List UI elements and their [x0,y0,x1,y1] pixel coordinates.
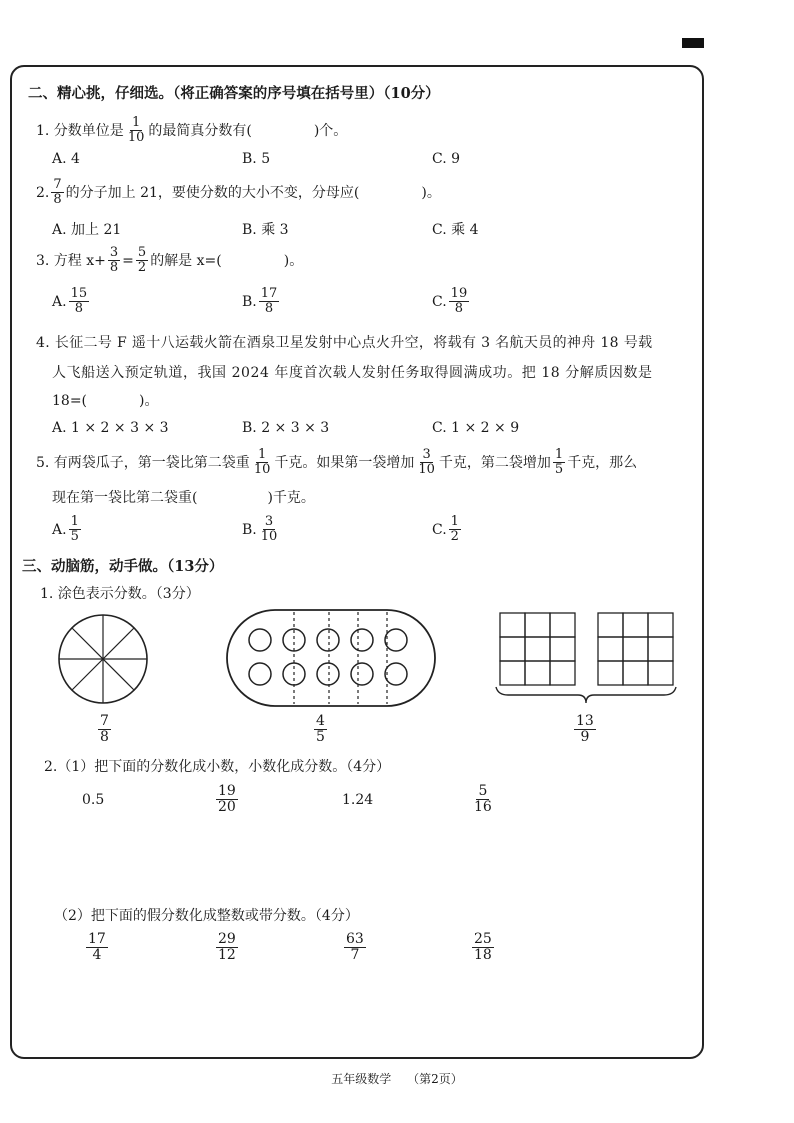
q3-improper-1: $\frac{17}{4}$ [88,931,106,964]
section2-heading: 二、精心挑，仔细选。（将正确答案的序号填在括号里）（10分） [28,85,440,102]
grid-cell[interactable] [500,613,525,637]
stadium-circle[interactable] [351,663,373,685]
stadium-circle[interactable] [317,663,339,685]
q1-pre: 1. 分数单位是 [36,122,124,139]
q2-item-fraction-1: $\frac{19}{20}$ [218,783,236,816]
q3-improper-2: $\frac{29}{12}$ [218,931,236,964]
stadium-circles-figure[interactable] [226,609,436,707]
corner-mark [682,38,704,48]
q2-option-a: A. 加上 21 [52,222,122,238]
grid-cell[interactable] [598,661,623,685]
grid-cell[interactable] [623,613,648,637]
q2-item-decimal-2: 1.24 [342,792,374,808]
fig1-fraction: $\frac{7}{8}$ [100,713,109,746]
stadium-outline [227,610,435,706]
q3-improper-3: $\frac{63}{7}$ [346,931,364,964]
q2-option-c: C. 乘 4 [432,222,479,238]
q5-option-a: A. $\frac{1}{5}$ [52,514,79,545]
stadium-circle[interactable] [317,629,339,651]
page-footer [0,1070,794,1087]
stadium-circle[interactable] [249,629,271,651]
q3-option-a: A. $\frac{15}{8}$ [52,286,88,317]
q5-line2: 现在第一袋比第二袋重( )千克。 [52,490,315,506]
grid-cell[interactable] [550,613,575,637]
grid-cell[interactable] [550,637,575,661]
q2-item-fraction-2: $\frac{5}{16}$ [474,783,492,816]
q3-fraction-2: $\frac{5}{2}$ [137,245,147,276]
q1-post: 的最简真分数有( [148,122,252,139]
q1-text: 1. 分数单位是 $\frac{1}{10}$ 的最简真分数有( )个。 [36,115,348,146]
q3-option-b: B. $\frac{17}{8}$ [242,286,278,317]
footer-subject: 五年级数学 [331,1072,392,1086]
grid-cell[interactable] [500,661,525,685]
grid-cell[interactable] [598,637,623,661]
q5-line1: 5. 有两袋瓜子，第一袋比第二袋重 $\frac{1}{10}$ 千克。如果第一袋增加 $\frac{3}{10}$ 千克，第二袋增加 $\frac{1}{5}$ 千克，那么 [36,447,638,478]
section3-heading: 三、动脑筋，动手做。（13分） [22,558,224,575]
q3-improper-4: $\frac{25}{18}$ [474,931,492,964]
q2-item-decimal-1: 0.5 [82,792,105,808]
q1-option-c: C. 9 [432,151,461,167]
q5-option-c: C. $\frac{1}{2}$ [432,514,459,545]
grid-cell[interactable] [623,637,648,661]
s3-q1-title: 1. 涂色表示分数。（3分） [40,586,200,602]
fig3-fraction: $\frac{13}{9}$ [576,713,594,746]
q4-line3: 18=( )。 [52,393,159,409]
stadium-circle[interactable] [351,629,373,651]
q4-line1: 4. 长征二号 F 遥十八运载火箭在酒泉卫星发射中心点火升空，将载有 3 名航天员的神舟 18 号载 [36,335,653,351]
q4-option-b: B. 2 × 3 × 3 [242,420,330,436]
stadium-circle[interactable] [385,629,407,651]
q5-option-b: B. $\frac{3}{10}$ [242,514,278,545]
grid-cell[interactable] [648,613,673,637]
q2-fraction: $\frac{7}{8}$ [53,177,62,208]
grid-cell[interactable] [525,661,550,685]
grid-cell[interactable] [648,661,673,685]
s3-q3-title: （2）把下面的假分数化成整数或带分数。（4分） [54,908,359,924]
q3-option-c: C. $\frac{19}{8}$ [432,286,468,317]
grids-figure[interactable] [494,611,680,711]
grid-cell[interactable] [623,661,648,685]
q1-option-b: B. 5 [242,151,271,167]
q2-text: 2. $\frac{7}{8}$ 的分子加上 21，要使分数的大小不变，分母应( )。 [36,177,441,208]
q4-option-c: C. 1 × 2 × 9 [432,420,520,436]
q1-fraction: $\frac{1}{10}$ [127,115,145,146]
footer-page: （第2页） [407,1072,463,1086]
s3-q2-title: 2.（1）把下面的分数化成小数，小数化成分数。（4分） [44,759,391,775]
stadium-circle[interactable] [249,663,271,685]
stadium-circle[interactable] [385,663,407,685]
q3-text: 3. 方程 x+ $\frac{3}{8}$ = $\frac{5}{2}$ 的解是 x=( )。 [36,245,304,276]
q3-fraction-1: $\frac{3}{8}$ [109,245,119,276]
grid-cell[interactable] [598,613,623,637]
q4-option-a: A. 1 × 2 × 3 × 3 [52,420,169,436]
brace-icon [496,687,676,703]
grid-cell[interactable] [525,637,550,661]
grid-cell[interactable] [500,637,525,661]
grid-cell[interactable] [648,637,673,661]
q1-option-a: A. 4 [52,151,80,167]
grid-cell[interactable] [525,613,550,637]
q2-option-b: B. 乘 3 [242,222,289,238]
grid-cell[interactable] [550,661,575,685]
fig2-fraction: $\frac{4}{5}$ [316,713,325,746]
q4-line2: 人飞船送入预定轨道，我国 2024 年度首次载人发射任务取得圆满成功。把 18 分解质因数是 [52,365,653,381]
circle-eighths-figure[interactable] [58,614,148,704]
